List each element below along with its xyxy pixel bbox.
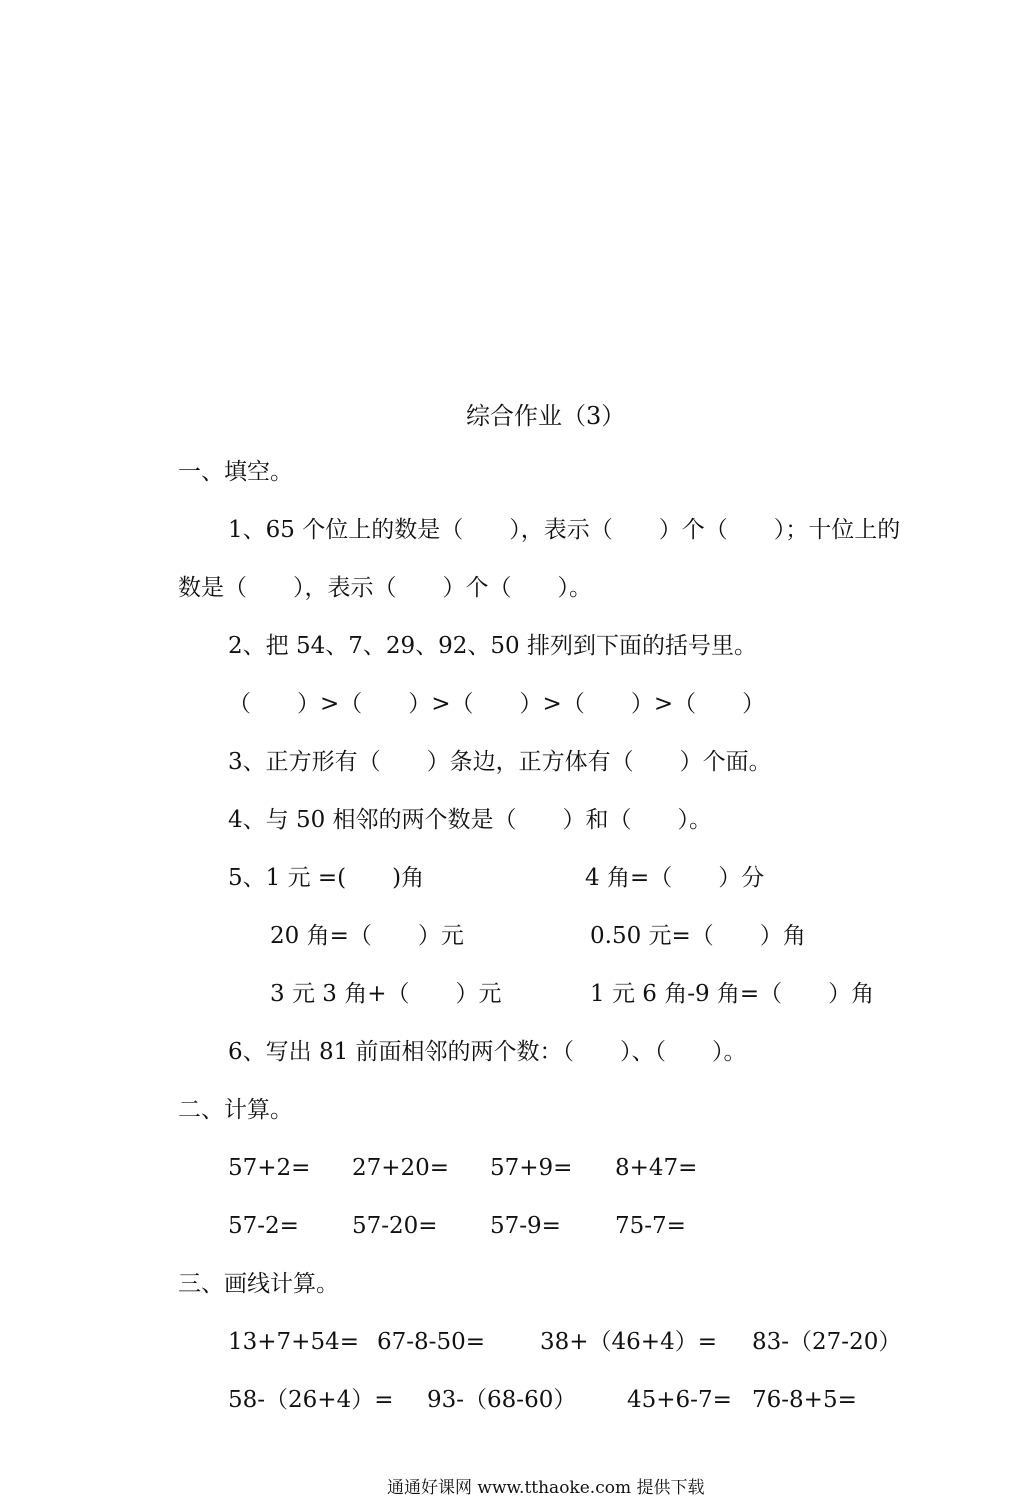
section-1-heading: 一、填空。 (178, 459, 293, 485)
line-calc-item: 38+（46+4）= (540, 1329, 717, 1355)
question-5-item-3: 20 角=（ ）元 (270, 923, 464, 949)
question-5-item-1: 5、1 元 =( )角 (228, 865, 425, 891)
question-3: 3、正方形有（ ）条边，正方体有（ ）个面。 (228, 749, 772, 775)
question-6: 6、写出 81 前面相邻的两个数：（ ）、（ ）。 (228, 1039, 747, 1065)
question-5-item-6: 1 元 6 角-9 角=（ ）角 (590, 981, 875, 1007)
line-calc-item: 45+6-7= (627, 1387, 732, 1413)
question-2: 2、把 54、7、29、92、50 排列到下面的括号里。 (228, 633, 757, 659)
line-calc-item: 83-（27-20） (752, 1329, 902, 1355)
question-4: 4、与 50 相邻的两个数是（ ）和（ ）。 (228, 807, 713, 833)
calc-item: 57+2= (228, 1155, 311, 1181)
footer-credit: 通通好课网 www.tthaoke.com 提供下载 (387, 1478, 705, 1498)
calc-item: 57-20= (352, 1213, 438, 1239)
section-3-heading: 三、画线计算。 (178, 1271, 339, 1297)
question-5-item-5: 3 元 3 角+（ ）元 (270, 981, 502, 1007)
line-calc-item: 13+7+54= (228, 1329, 359, 1355)
line-calc-item: 93-（68-60） (427, 1387, 577, 1413)
line-calc-item: 67-8-50= (377, 1329, 485, 1355)
calc-item: 75-7= (615, 1213, 686, 1239)
line-calc-item: 76-8+5= (752, 1387, 857, 1413)
question-1-line-2: 数是（ ），表示（ ）个（ ）。 (178, 575, 592, 601)
section-2-heading: 二、计算。 (178, 1097, 293, 1123)
page-title: 综合作业（3） (466, 402, 626, 430)
question-5-item-4: 0.50 元=（ ）角 (590, 923, 806, 949)
calc-item: 57-9= (490, 1213, 561, 1239)
calc-item: 57+9= (490, 1155, 573, 1181)
calc-item: 57-2= (228, 1213, 299, 1239)
calc-item: 27+20= (352, 1155, 450, 1181)
question-2-blanks: （ ）>（ ）>（ ）>（ ）>（ ） (228, 691, 766, 717)
calc-item: 8+47= (615, 1155, 698, 1181)
question-1-line-1: 1、65 个位上的数是（ ），表示（ ）个（ ）；十位上的 (228, 517, 901, 543)
line-calc-item: 58-（26+4）= (228, 1387, 394, 1413)
question-5-item-2: 4 角=（ ）分 (585, 865, 765, 891)
